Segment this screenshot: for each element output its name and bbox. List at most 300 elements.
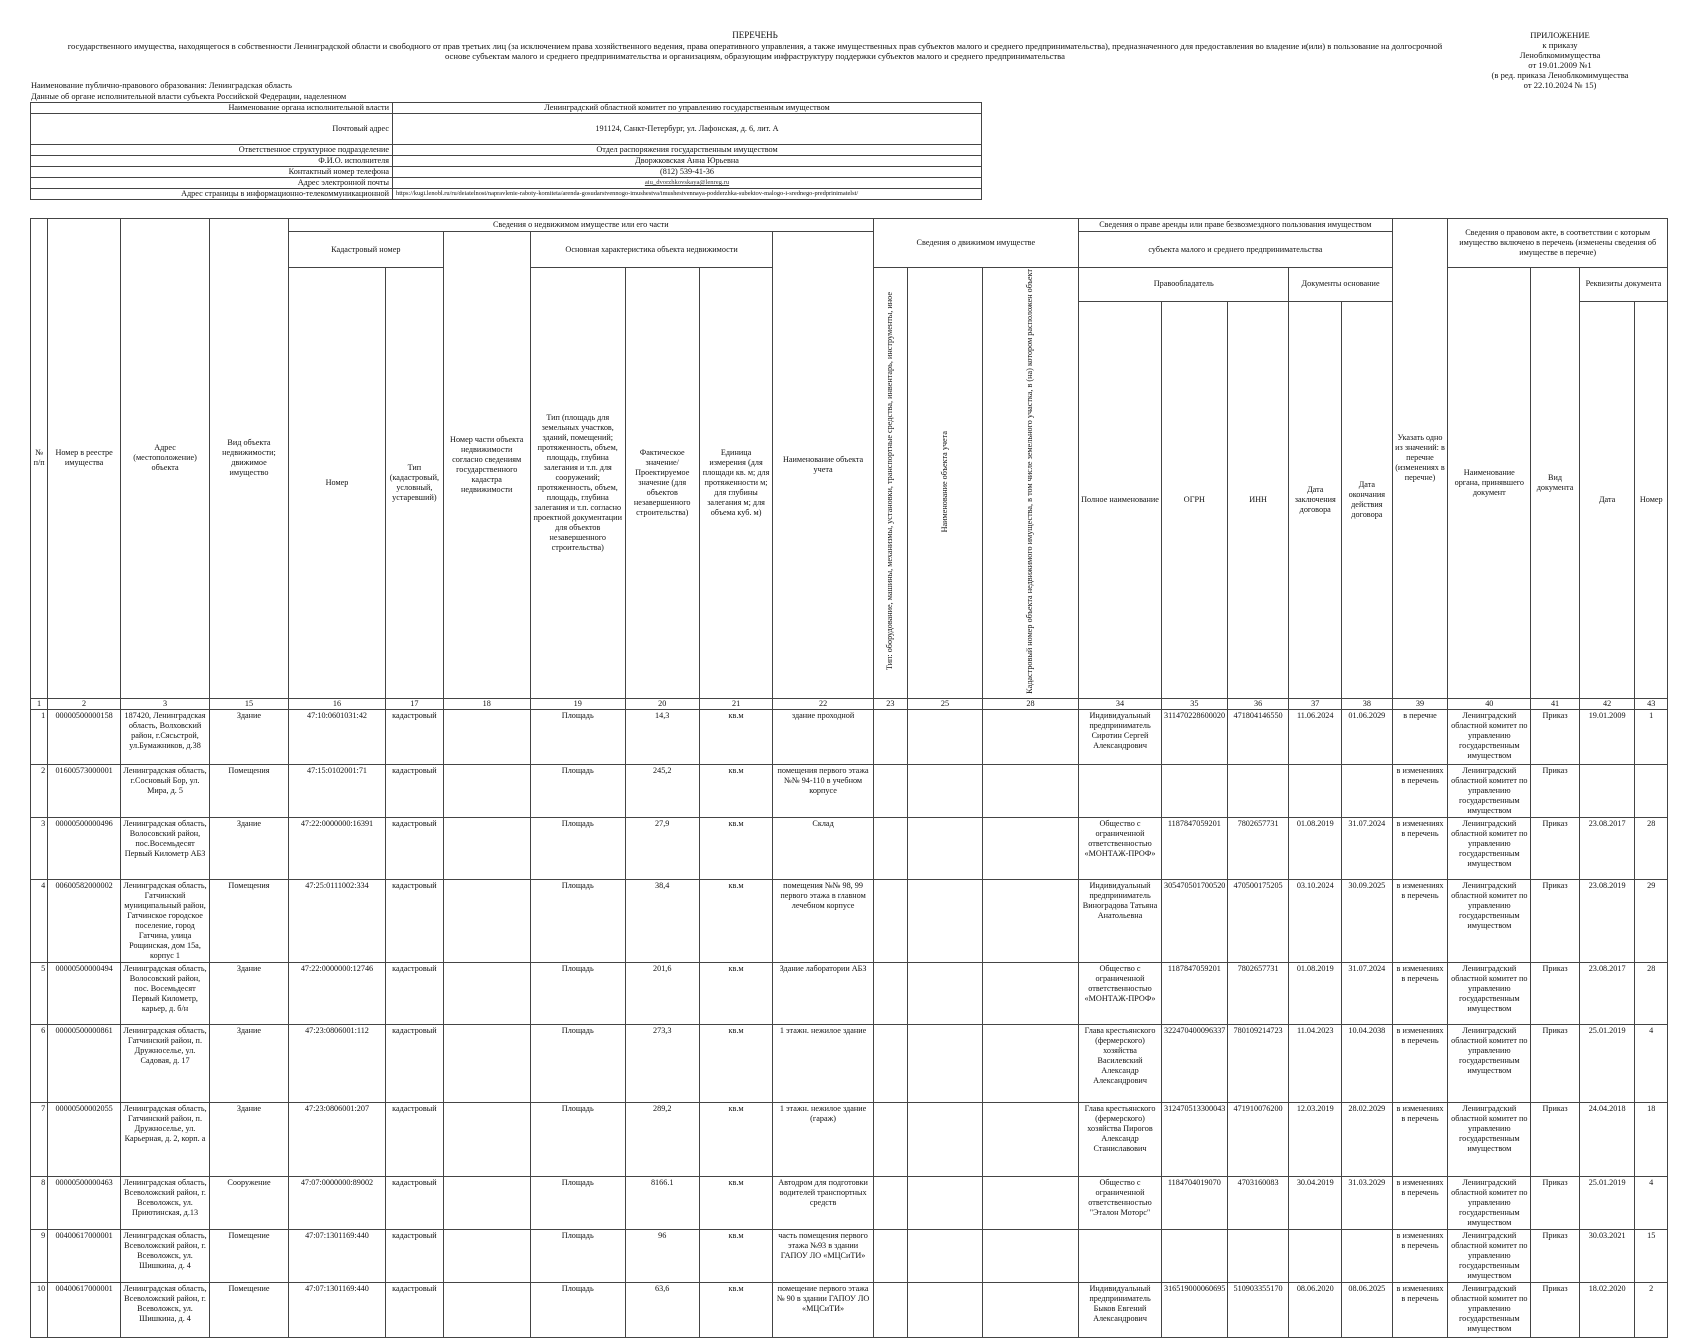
act-date-cell: 23.08.2017 <box>1579 962 1635 1024</box>
cadastral-type-cell: кадастровый <box>386 879 444 962</box>
char-type-cell: Площадь <box>530 817 625 879</box>
char-value-cell: 245,2 <box>625 764 699 817</box>
column-number-cell: 35 <box>1161 698 1227 709</box>
char-value-cell: 63,6 <box>625 1282 699 1337</box>
col-header-char-type: Тип (площадь для земельных участков, зданий, помещений; протяженность, объем, площадь, глубина залегания и т.п. для сооружений; протяженность, объем, площадь, глубина залегания и т.п. согласно проектной документации для объектов незавершенного строительства) <box>530 268 625 699</box>
registry-number-cell: 00000500000463 <box>48 1176 121 1229</box>
movable-cadastral-cell <box>982 1024 1078 1102</box>
ogrn-cell: 1184704019070 <box>1161 1176 1227 1229</box>
holder-name-cell: Индивидуальный предприниматель Сиротин Сергей Александрович <box>1079 709 1162 764</box>
column-number-cell: 18 <box>443 698 530 709</box>
col-header-docs-group: Документы основание <box>1289 268 1392 302</box>
act-kind-cell: Приказ <box>1531 962 1580 1024</box>
inn-cell: 7802657731 <box>1227 962 1289 1024</box>
part-number-cell <box>443 1229 530 1282</box>
table-row <box>31 764 1668 817</box>
char-type-cell: Площадь <box>530 764 625 817</box>
registry-number-cell: 00000500000496 <box>48 817 121 879</box>
act-org-cell: Ленинградский областной комитет по управлению государственным имуществом <box>1448 1229 1531 1282</box>
act-number-cell: 4 <box>1635 1024 1668 1102</box>
col-header-main-char-group: Основная характеристика объекта недвижимости <box>530 232 773 268</box>
cadastral-number-cell: 47:25:0111002:334 <box>288 879 385 962</box>
email-link[interactable]: aiu_dvorzhkovskaya@lenreg.ru <box>393 178 982 189</box>
movable-name-cell <box>908 1229 983 1282</box>
contract-start-cell: 01.08.2019 <box>1289 962 1342 1024</box>
part-number-cell <box>443 962 530 1024</box>
contract-end-cell: 08.06.2025 <box>1342 1282 1393 1337</box>
contract-end-cell: 31.03.2029 <box>1342 1176 1393 1229</box>
act-number-cell: 1 <box>1635 709 1668 764</box>
object-name-cell: Склад <box>773 817 873 879</box>
char-value-cell: 201,6 <box>625 962 699 1024</box>
cadastral-type-cell: кадастровый <box>386 1102 444 1176</box>
inn-cell: 780109214723 <box>1227 1024 1289 1102</box>
address-cell: Ленинградская область, Всеволожский район, г. Всеволожск, ул. Приютинская, д.13 <box>121 1176 210 1229</box>
act-date-cell: 19.01.2009 <box>1579 709 1635 764</box>
cadastral-type-cell: кадастровый <box>386 1024 444 1102</box>
object-kind-cell: Помещения <box>210 764 289 817</box>
indicate-cell: в изменениях в перечень <box>1392 1229 1448 1282</box>
row-number-cell: 9 <box>31 1229 48 1282</box>
movable-type-cell <box>873 1102 907 1176</box>
col-header-object-kind: Вид объекта недвижимости; движимое имущество <box>210 219 289 699</box>
ogrn-cell <box>1161 1229 1227 1282</box>
appendix-line: от 22.10.2024 № 15) <box>1523 80 1597 90</box>
col-header-indicate: Указать одно из значений: в перечне (изменениях в перечне) <box>1392 219 1448 699</box>
object-kind-cell: Помещение <box>210 1229 289 1282</box>
info-key: Наименование органа исполнительной власти <box>31 103 393 114</box>
contract-start-cell: 12.03.2019 <box>1289 1102 1342 1176</box>
cadastral-number-cell: 47:23:0806001:207 <box>288 1102 385 1176</box>
act-kind-cell: Приказ <box>1531 1229 1580 1282</box>
ogrn-cell: 316519000060695 <box>1161 1282 1227 1337</box>
char-unit-cell: кв.м <box>699 709 773 764</box>
char-type-cell: Площадь <box>530 1176 625 1229</box>
char-value-cell: 27,9 <box>625 817 699 879</box>
act-number-cell <box>1635 764 1668 817</box>
cadastral-type-cell: кадастровый <box>386 1176 444 1229</box>
act-number-cell: 15 <box>1635 1229 1668 1282</box>
movable-cadastral-cell <box>982 817 1078 879</box>
contract-start-cell: 11.06.2024 <box>1289 709 1342 764</box>
address-cell: Ленинградская область, Гатчинский муниципальный район, Гатчинское городское поселение, город Гатчина, улица Рощинская, дом 15а, корпус 1 <box>121 879 210 962</box>
col-header-part-number: Номер части объекта недвижимости согласно сведениям государственного кадастра недвижимости <box>443 232 530 699</box>
object-name-cell: помещения №№ 98, 99 первого этажа в главном лечебном корпусе <box>773 879 873 962</box>
cadastral-type-cell: кадастровый <box>386 1229 444 1282</box>
col-header-movable-type: Тип: оборудование, машины, механизмы, установки, транспортные средства, инвентарь, инструменты, иное <box>873 268 907 699</box>
indicate-cell: в изменениях в перечень <box>1392 764 1448 817</box>
column-number-cell: 3 <box>121 698 210 709</box>
column-number-cell: 25 <box>908 698 983 709</box>
holder-name-cell <box>1079 764 1162 817</box>
info-row <box>31 189 982 200</box>
holder-name-cell: Общество с ограниченной ответственностью "Эталон Моторс" <box>1079 1176 1162 1229</box>
col-header-legal-act-group: Сведения о правовом акте, в соответствии с которым имущество включено в перечень (изменены сведения об имуществе в перечне) <box>1448 219 1668 268</box>
col-header-full-name: Полное наименование <box>1079 301 1162 698</box>
contract-start-cell <box>1289 764 1342 817</box>
address-cell: Ленинградская область, Волосовский район, пос.Восемьдесят Первый Километр АБЗ <box>121 817 210 879</box>
act-org-cell: Ленинградский областной комитет по управлению государственным имуществом <box>1448 817 1531 879</box>
authority-label: Данные об органе исполнительной власти субъекта Российской Федерации, наделенном <box>31 92 347 101</box>
holder-name-cell: Глава крестьянского (фермерского) хозяйства Василевский Александр Александрович <box>1079 1024 1162 1102</box>
cadastral-number-cell: 47:15:0102001:71 <box>288 764 385 817</box>
col-header-contract-start: Дата заключения договора <box>1289 301 1342 698</box>
movable-name-cell <box>908 1176 983 1229</box>
address-cell: Ленинградская область, Гатчинский район, п. Дружноселье, ул. Садовая, д. 17 <box>121 1024 210 1102</box>
info-key: Адрес электронной почты <box>31 178 393 189</box>
inn-cell: 510903355170 <box>1227 1282 1289 1337</box>
act-org-cell: Ленинградский областной комитет по управлению государственным имуществом <box>1448 764 1531 817</box>
table-row <box>31 817 1668 879</box>
movable-cadastral-cell <box>982 709 1078 764</box>
cadastral-number-cell: 47:07:1301169:440 <box>288 1282 385 1337</box>
char-value-cell: 96 <box>625 1229 699 1282</box>
row-number-cell: 8 <box>31 1176 48 1229</box>
col-header-cadastral-type: Тип (кадастровый, условный, устаревший) <box>386 268 444 699</box>
char-unit-cell: кв.м <box>699 879 773 962</box>
char-unit-cell: кв.м <box>699 962 773 1024</box>
act-date-cell: 18.02.2020 <box>1579 1282 1635 1337</box>
char-value-cell: 273,3 <box>625 1024 699 1102</box>
inn-cell: 4703160083 <box>1227 1176 1289 1229</box>
movable-cadastral-cell <box>982 764 1078 817</box>
col-header-realty-group: Сведения о недвижимом имуществе или его части <box>288 219 873 232</box>
col-header-act-date: Дата <box>1579 301 1635 698</box>
inn-cell: 470500175205 <box>1227 879 1289 962</box>
table-row <box>31 1024 1668 1102</box>
column-number-cell: 20 <box>625 698 699 709</box>
col-header-registry-number: Номер в реестре имущества <box>48 219 121 699</box>
object-name-cell: здание проходной <box>773 709 873 764</box>
act-number-cell: 28 <box>1635 962 1668 1024</box>
cadastral-type-cell: кадастровый <box>386 817 444 879</box>
part-number-cell <box>443 1024 530 1102</box>
column-number-cell: 15 <box>210 698 289 709</box>
row-number-cell: 2 <box>31 764 48 817</box>
column-number-cell: 38 <box>1342 698 1393 709</box>
act-kind-cell: Приказ <box>1531 1176 1580 1229</box>
appendix-line: к приказу <box>1542 40 1578 50</box>
ogrn-cell: 312470513300043 <box>1161 1102 1227 1176</box>
cadastral-number-cell: 47:07:0000000:89002 <box>288 1176 385 1229</box>
info-key: Ответственное структурное подразделение <box>31 145 393 156</box>
registry-number-cell: 00400617000001 <box>48 1282 121 1337</box>
column-number-cell: 42 <box>1579 698 1635 709</box>
row-number-cell: 4 <box>31 879 48 962</box>
col-header-inn: ИНН <box>1227 301 1289 698</box>
indicate-cell: в изменениях в перечень <box>1392 879 1448 962</box>
act-org-cell: Ленинградский областной комитет по управлению государственным имуществом <box>1448 879 1531 962</box>
act-date-cell: 30.03.2021 <box>1579 1229 1635 1282</box>
indicate-cell: в изменениях в перечень <box>1392 817 1448 879</box>
row-number-cell: 6 <box>31 1024 48 1102</box>
document-header <box>40 30 1470 61</box>
document-subtitle-line1: государственного имущества, находящегося в собственности Ленинградской области и свободного от прав третьих лиц (за исключением права хозяйственного ведения, права оперативного управления, а также имущественных прав субъектов малого и среднего предпринимательства), предназначенного для предоставления во владение и(или) в пользование на долгосрочной <box>67 41 1443 51</box>
holder-name-cell <box>1079 1229 1162 1282</box>
part-number-cell <box>443 764 530 817</box>
registry-number-cell: 01600573000001 <box>48 764 121 817</box>
row-number-cell: 3 <box>31 817 48 879</box>
info-value: 191124, Санкт-Петербург, ул. Лафонская, д. 6, лит. А <box>393 114 982 145</box>
char-type-cell: Площадь <box>530 1024 625 1102</box>
org-name: Наименование публично-правового образования: Ленинградская область <box>31 81 292 90</box>
act-kind-cell: Приказ <box>1531 1282 1580 1337</box>
inn-cell: 7802657731 <box>1227 817 1289 879</box>
act-date-cell: 24.04.2018 <box>1579 1102 1635 1176</box>
movable-type-cell <box>873 1282 907 1337</box>
movable-cadastral-cell <box>982 1282 1078 1337</box>
row-number-cell: 10 <box>31 1282 48 1337</box>
info-row <box>31 114 982 145</box>
act-date-cell: 23.08.2019 <box>1579 879 1635 962</box>
column-number-row <box>31 698 1668 709</box>
column-number-cell: 21 <box>699 698 773 709</box>
address-cell: Ленинградская область, Всеволожский район, г. Всеволожск, ул. Шишкина, д. 4 <box>121 1282 210 1337</box>
part-number-cell <box>443 817 530 879</box>
cadastral-number-cell: 47:07:1301169:440 <box>288 1229 385 1282</box>
info-value: (812) 539-41-36 <box>393 167 982 178</box>
info-row <box>31 178 982 189</box>
contract-start-cell: 01.08.2019 <box>1289 817 1342 879</box>
info-value: Дворжковская Анна Юрьевна <box>393 156 982 167</box>
col-header-act-kind: Вид документа <box>1531 268 1580 699</box>
col-header-no: № п/п <box>31 219 48 699</box>
movable-name-cell <box>908 1024 983 1102</box>
movable-name-cell <box>908 1102 983 1176</box>
contract-start-cell: 30.04.2019 <box>1289 1176 1342 1229</box>
col-header-act-org: Наименование органа, принявшего документ <box>1448 268 1531 699</box>
object-kind-cell: Здание <box>210 817 289 879</box>
col-header-rights-group: Сведения о праве аренды или праве безвозмездного пользования имуществом <box>1079 219 1393 232</box>
movable-type-cell <box>873 1024 907 1102</box>
col-header-char-value: Фактическое значение/ Проектируемое значение (для объектов незавершенного строительства) <box>625 268 699 699</box>
act-org-cell: Ленинградский областной комитет по управлению государственным имуществом <box>1448 1176 1531 1229</box>
movable-type-cell <box>873 1229 907 1282</box>
ogrn-cell <box>1161 764 1227 817</box>
col-header-smb-group: субъекта малого и среднего предпринимательства <box>1079 232 1393 268</box>
registry-number-cell: 00000500000494 <box>48 962 121 1024</box>
object-name-cell: Здание лаборатории АБЗ <box>773 962 873 1024</box>
contract-start-cell: 11.04.2023 <box>1289 1024 1342 1102</box>
act-number-cell: 2 <box>1635 1282 1668 1337</box>
indicate-cell: в изменениях в перечень <box>1392 1282 1448 1337</box>
object-kind-cell: Здание <box>210 1102 289 1176</box>
table-row <box>31 879 1668 962</box>
part-number-cell <box>443 879 530 962</box>
address-cell: Ленинградская область, г.Сосновый Бор, ул. Мира, д. 5 <box>121 764 210 817</box>
inn-cell: 471804146550 <box>1227 709 1289 764</box>
column-number-cell: 39 <box>1392 698 1448 709</box>
column-number-cell: 41 <box>1531 698 1580 709</box>
column-number-cell: 40 <box>1448 698 1531 709</box>
authority-info-table <box>30 102 982 200</box>
document-subtitle-line2: основе субъектам малого и среднего предпринимательства и организациям, образующим инфраструктуру поддержки субъектов малого и среднего предпринимательства <box>445 51 1065 61</box>
act-kind-cell: Приказ <box>1531 764 1580 817</box>
inn-cell: 471910076200 <box>1227 1102 1289 1176</box>
object-name-cell: 1 этажн. нежилое здание <box>773 1024 873 1102</box>
object-name-cell: помещение первого этажа № 90 в здании ГАПОУ ЛО «МЦСиТИ» <box>773 1282 873 1337</box>
object-kind-cell: Сооружение <box>210 1176 289 1229</box>
char-unit-cell: кв.м <box>699 1024 773 1102</box>
contract-end-cell: 31.07.2024 <box>1342 962 1393 1024</box>
object-name-cell: помещения первого этажа №№ 94-110 в учебном корпусе <box>773 764 873 817</box>
part-number-cell <box>443 1102 530 1176</box>
char-unit-cell: кв.м <box>699 764 773 817</box>
char-unit-cell: кв.м <box>699 1229 773 1282</box>
contract-end-cell <box>1342 764 1393 817</box>
info-row <box>31 145 982 156</box>
act-number-cell: 4 <box>1635 1176 1668 1229</box>
ogrn-cell: 311470228600020 <box>1161 709 1227 764</box>
part-number-cell <box>443 1282 530 1337</box>
inn-cell <box>1227 1229 1289 1282</box>
appendix-line: (в ред. приказа Леноблкомимущества <box>1491 70 1629 80</box>
appendix-line: Леноблкомимущества <box>1519 50 1601 60</box>
char-type-cell: Площадь <box>530 1282 625 1337</box>
part-number-cell <box>443 1176 530 1229</box>
object-kind-cell: Помещение <box>210 1282 289 1337</box>
movable-cadastral-cell <box>982 1176 1078 1229</box>
col-header-movable-group: Сведения о движимом имуществе <box>873 219 1078 268</box>
movable-type-cell <box>873 764 907 817</box>
table-row <box>31 709 1668 764</box>
col-header-requisites-group: Реквизиты документа <box>1579 268 1667 302</box>
char-value-cell: 38,4 <box>625 879 699 962</box>
info-key: Контактный номер телефона <box>31 167 393 178</box>
indicate-cell: в изменениях в перечень <box>1392 1176 1448 1229</box>
act-org-cell: Ленинградский областной комитет по управлению государственным имуществом <box>1448 1024 1531 1102</box>
contract-start-cell: 08.06.2020 <box>1289 1282 1342 1337</box>
movable-cadastral-cell <box>982 962 1078 1024</box>
table-row <box>31 962 1668 1024</box>
act-number-cell: 18 <box>1635 1102 1668 1176</box>
object-kind-cell: Здание <box>210 962 289 1024</box>
cadastral-number-cell: 47:22:0000000:16391 <box>288 817 385 879</box>
column-number-cell: 16 <box>288 698 385 709</box>
address-cell: Ленинградская область, Гатчинский район, п. Дружноселье, ул. Карьерная, д. 2, корп. а <box>121 1102 210 1176</box>
char-type-cell: Площадь <box>530 879 625 962</box>
act-kind-cell: Приказ <box>1531 709 1580 764</box>
contract-end-cell: 01.06.2029 <box>1342 709 1393 764</box>
act-org-cell: Ленинградский областной комитет по управлению государственным имуществом <box>1448 709 1531 764</box>
holder-name-cell: Общество с ограниченной ответственностью «МОНТАЖ-ПРОФ» <box>1079 962 1162 1024</box>
column-number-cell: 19 <box>530 698 625 709</box>
contract-end-cell: 28.02.2029 <box>1342 1102 1393 1176</box>
movable-name-cell <box>908 962 983 1024</box>
object-kind-cell: Здание <box>210 709 289 764</box>
info-key: Ф.И.О. исполнителя <box>31 156 393 167</box>
holder-name-cell: Общество с ограниченной ответственностью «МОНТАЖ-ПРОФ» <box>1079 817 1162 879</box>
ogrn-cell: 322470400096337 <box>1161 1024 1227 1102</box>
cadastral-number-cell: 47:10:0601031:42 <box>288 709 385 764</box>
col-header-object-name: Наименование объекта учета <box>773 232 873 699</box>
movable-type-cell <box>873 709 907 764</box>
appendix-line: от 19.01.2009 №1 <box>1528 60 1592 70</box>
char-unit-cell: кв.м <box>699 1282 773 1337</box>
col-header-cadastral-number: Номер <box>288 268 385 699</box>
registry-number-cell: 00000500000158 <box>48 709 121 764</box>
act-date-cell: 23.08.2017 <box>1579 817 1635 879</box>
char-type-cell: Площадь <box>530 1229 625 1282</box>
act-org-cell: Ленинградский областной комитет по управлению государственным имуществом <box>1448 1102 1531 1176</box>
col-header-holder-group: Правообладатель <box>1079 268 1289 302</box>
address-cell: Ленинградская область, Волосовский район, пос. Восемьдесят Первый Километр, карьер, д. б/н <box>121 962 210 1024</box>
indicate-cell: в перечне <box>1392 709 1448 764</box>
movable-type-cell <box>873 879 907 962</box>
info-key: Адрес страницы в информационно-телекоммуникационной <box>31 189 393 200</box>
col-header-act-number: Номер <box>1635 301 1668 698</box>
char-type-cell: Площадь <box>530 1102 625 1176</box>
column-number-cell: 2 <box>48 698 121 709</box>
act-date-cell: 25.01.2019 <box>1579 1024 1635 1102</box>
table-body <box>31 709 1668 1337</box>
info-value: Отдел распоряжения государственным имуществом <box>393 145 982 156</box>
char-unit-cell: кв.м <box>699 817 773 879</box>
col-header-movable-name: Наименование объекта учета <box>908 268 983 699</box>
act-kind-cell: Приказ <box>1531 817 1580 879</box>
cadastral-number-cell: 47:22:0000000:12746 <box>288 962 385 1024</box>
indicate-cell: в изменениях в перечень <box>1392 1024 1448 1102</box>
contract-end-cell: 31.07.2024 <box>1342 817 1393 879</box>
document-title: ПЕРЕЧЕНЬ <box>732 30 778 40</box>
registry-number-cell: 00600582000002 <box>48 879 121 962</box>
column-number-cell: 34 <box>1079 698 1162 709</box>
row-number-cell: 1 <box>31 709 48 764</box>
holder-name-cell: Индивидуальный предприниматель Виноградова Татьяна Анатольевна <box>1079 879 1162 962</box>
object-name-cell: Автодром для подготовки водителей транспортных средств <box>773 1176 873 1229</box>
contract-start-cell <box>1289 1229 1342 1282</box>
col-header-contract-end: Дата окончания действия договора <box>1342 301 1393 698</box>
act-number-cell: 29 <box>1635 879 1668 962</box>
page-url-link[interactable]: https://kugi.lenobl.ru/ru/deiatelnost/napravlenie-raboty-komiteta/arenda-gosudarstvennogo-imushestva/imushestvennaya-podderzhka-subektov-malogo-i-srednego-predprinimatelst/ <box>393 189 982 200</box>
object-name-cell: часть помещения первого этажа №93 в здании ГАПОУ ЛО «МЦСиТИ» <box>773 1229 873 1282</box>
registry-number-cell: 00400617000001 <box>48 1229 121 1282</box>
contract-end-cell: 10.04.2038 <box>1342 1024 1393 1102</box>
table-row <box>31 1102 1668 1176</box>
ogrn-cell: 1187847059201 <box>1161 962 1227 1024</box>
address-cell: 187420, Ленинградская область, Волховский район, г.Сясьстрой, ул.Бумажников, д.38 <box>121 709 210 764</box>
row-number-cell: 5 <box>31 962 48 1024</box>
table-row <box>31 1176 1668 1229</box>
column-number-cell: 22 <box>773 698 873 709</box>
col-header-address: Адрес (местоположение) объекта <box>121 219 210 699</box>
registry-number-cell: 00000500000861 <box>48 1024 121 1102</box>
col-header-movable-cadastral: Кадастровый номер объекта недвижимого имущества, в том числе земельного участка, в (на) котором расположен объект <box>982 268 1078 699</box>
property-list-table <box>30 218 1668 1338</box>
part-number-cell <box>443 709 530 764</box>
inn-cell <box>1227 764 1289 817</box>
column-number-cell: 36 <box>1227 698 1289 709</box>
act-kind-cell: Приказ <box>1531 879 1580 962</box>
col-header-ogrn: ОГРН <box>1161 301 1227 698</box>
act-kind-cell: Приказ <box>1531 1024 1580 1102</box>
ogrn-cell: 1187847059201 <box>1161 817 1227 879</box>
indicate-cell: в изменениях в перечень <box>1392 1102 1448 1176</box>
act-org-cell: Ленинградский областной комитет по управлению государственным имуществом <box>1448 962 1531 1024</box>
address-cell: Ленинградская область, Всеволожский район, г. Всеволожск, ул. Шишкина, д. 4 <box>121 1229 210 1282</box>
appendix-line: ПРИЛОЖЕНИЕ <box>1530 30 1590 40</box>
indicate-cell: в изменениях в перечень <box>1392 962 1448 1024</box>
registry-number-cell: 00000500002055 <box>48 1102 121 1176</box>
movable-type-cell <box>873 1176 907 1229</box>
act-org-cell: Ленинградский областной комитет по управлению государственным имуществом <box>1448 1282 1531 1337</box>
info-row <box>31 103 982 114</box>
cadastral-type-cell: кадастровый <box>386 1282 444 1337</box>
act-kind-cell: Приказ <box>1531 1102 1580 1176</box>
movable-cadastral-cell <box>982 879 1078 962</box>
act-date-cell: 25.01.2019 <box>1579 1176 1635 1229</box>
char-unit-cell: кв.м <box>699 1102 773 1176</box>
